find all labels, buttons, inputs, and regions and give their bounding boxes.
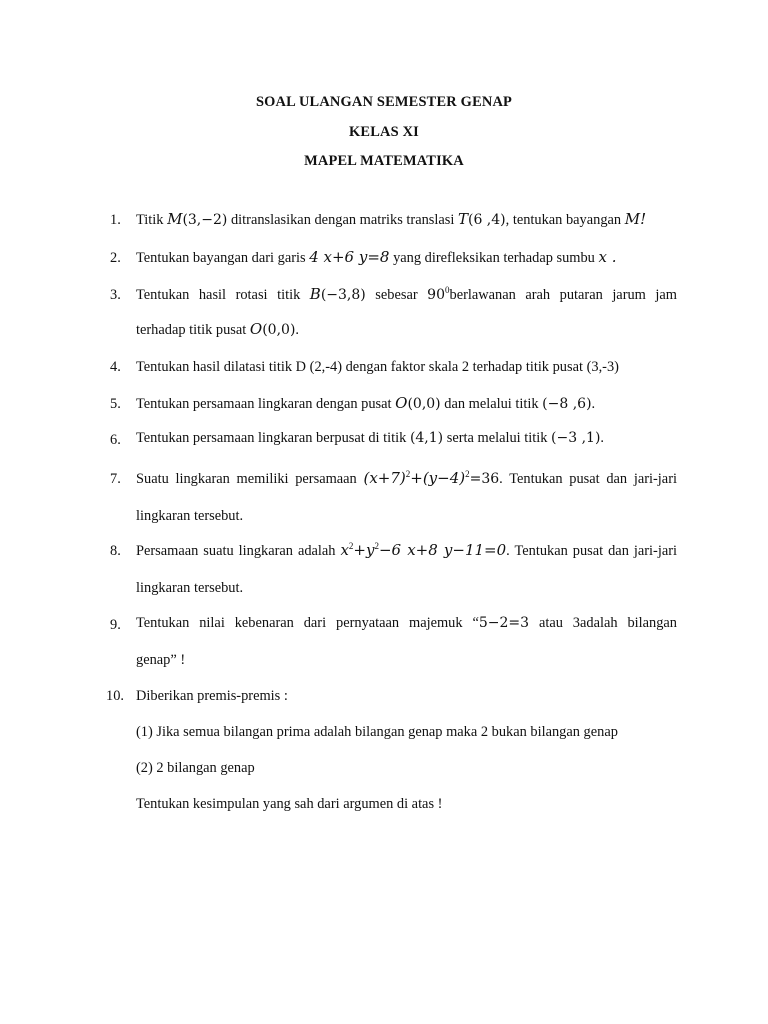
question-number: 1. <box>110 212 121 228</box>
question-1: Titik M(3,−2) ditranslasikan dengan matriks translasi T(6 ,4), tentukan bayangan M! <box>136 210 647 228</box>
question-9-line-2: genap” ! <box>136 652 186 668</box>
question-7-line-2: lingkaran tersebut. <box>136 508 244 524</box>
question-4: Tentukan hasil dilatasi titik D (2,-4) dengan faktor skala 2 terhadap titik pusat (3,-3) <box>136 359 619 375</box>
question-number: 3. <box>110 287 121 303</box>
question-10: Diberikan premis-premis : <box>136 688 288 704</box>
question-number: 10. <box>106 688 124 704</box>
question-number: 4. <box>110 359 121 375</box>
question-2: Tentukan bayangan dari garis 4 x+6 y=8 yang direfleksikan terhadap sumbu x . <box>136 248 617 266</box>
question-8-line-1: Persamaan suatu lingkaran adalah $x^2+y^2-6$ x+8 y−11=0. Tentukan pusat dan jari-jari <box>136 541 677 559</box>
question-7-line-1: Suatu lingkaran memiliki persamaan $(x+7)^2+(y-4)^2=36$. Tentukan pusat dan jari-jari <box>136 469 677 487</box>
question-number: 9. <box>110 617 121 633</box>
subject-heading: MAPEL MATEMATIKA <box>304 153 464 169</box>
question-8-line-2: lingkaran tersebut. <box>136 580 244 596</box>
question-10-instruction: Tentukan kesimpulan yang sah dari argumen di atas ! <box>136 796 443 812</box>
document-title: SOAL ULANGAN SEMESTER GENAP <box>255 94 513 110</box>
question-9-line-1: Tentukan nilai kebenaran dari pernyataan majemuk “5−2=3 atau 3adalah bilangan <box>136 615 678 631</box>
question-3-line-1: Tentukan hasil rotasi titik B(−3,8) sebesar $90^0berlawanan$ arah putaran jarum jam <box>136 285 677 303</box>
class-heading: KELAS XI <box>349 124 419 140</box>
question-number: 7. <box>110 471 121 487</box>
question-6: Tentukan persamaan lingkaran berpusat di titik (4,1) serta melalui titik (−3 ,1). <box>136 430 605 446</box>
question-3-line-2: terhadap titik pusat O(0,0). <box>136 320 300 338</box>
premise-1: (1) Jika semua bilangan prima adalah bilangan genap maka 2 bukan bilangan genap <box>136 724 618 740</box>
question-number: 2. <box>110 250 121 266</box>
question-number: 6. <box>110 432 121 448</box>
question-number: 5. <box>110 396 121 412</box>
premise-2: (2) 2 bilangan genap <box>136 760 255 776</box>
question-number: 8. <box>110 543 121 559</box>
question-5: Tentukan persamaan lingkaran dengan pusat O(0,0) dan melalui titik (−8 ,6). <box>136 394 596 412</box>
